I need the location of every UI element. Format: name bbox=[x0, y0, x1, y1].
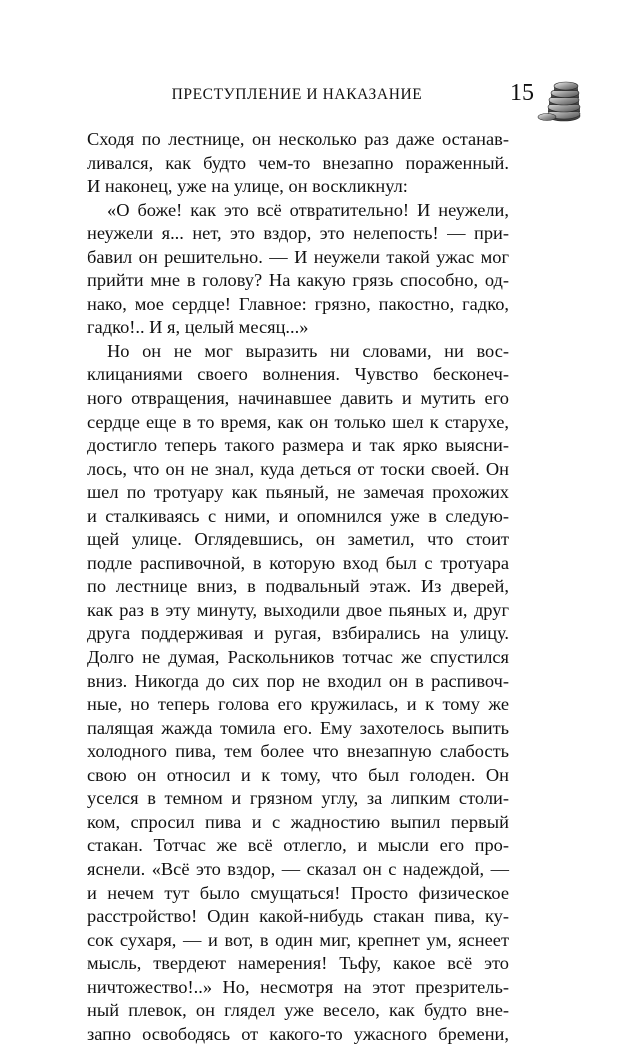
text-line: прийти мне в голову? На какую грязь способно, од- bbox=[87, 270, 509, 291]
text-line: ные, но теперь голова его кружилась, и к тому же bbox=[87, 694, 509, 715]
text-line: друга поддерживая и ругая, взбирались на улицу. bbox=[87, 623, 509, 644]
text-line: ного отвращения, начинавшее давить и мутить его bbox=[87, 388, 509, 409]
text-line: гадко!.. И я, целый месяц...» bbox=[87, 317, 309, 338]
text-line: И наконец, уже на улице, он воскликнул: bbox=[87, 176, 408, 197]
text-line: запно освободясь от какого-то ужасного бремени, bbox=[87, 1023, 509, 1044]
page-number: 15 bbox=[510, 80, 534, 106]
text-line: сердце еще в то время, как он только шел к старухе, bbox=[87, 411, 509, 432]
text-line: холодного пива, тем более что внезапную слабость bbox=[87, 741, 509, 762]
text-line: ливался, как будто чем-то внезапно пораженный. bbox=[87, 152, 509, 173]
text-line: Долго не думая, Раскольников тотчас же спустился bbox=[87, 647, 509, 668]
text-line: Сходя по лестнице, он несколько раз даже останав- bbox=[87, 129, 509, 149]
text-line: ничтожество!..» Но, несмотря на этот презритель- bbox=[87, 976, 509, 997]
running-title: ПРЕСТУПЛЕНИЕ И НАКАЗАНИЕ bbox=[171, 86, 423, 103]
text-line: Но он не мог выразить ни словами, ни вос- bbox=[107, 340, 509, 361]
text-line: сок сухаря, — и вот, в один миг, крепнет ум, яснеет bbox=[87, 929, 509, 950]
text-line: уселся в темном и грязном углу, за липким столи- bbox=[87, 788, 509, 809]
text-line: и нечем тут было смущаться! Просто физическое bbox=[87, 882, 509, 903]
text-line: стакан. Тотчас же всё отлегло, и мысли его про- bbox=[87, 835, 509, 856]
text-line: палящая жажда томила его. Ему захотелось выпить bbox=[87, 717, 509, 738]
text-line: щей улице. Оглядевшись, он заметил, что стоит bbox=[87, 529, 509, 550]
text-line: как раз в эту минуту, выходили двое пьяных и, друг bbox=[87, 599, 509, 620]
stack-of-coins-icon bbox=[536, 78, 586, 122]
text-line: мысль, твердеют намерения! Тьфу, какое всё это bbox=[87, 953, 509, 974]
text-line: свою он относил и к тому, что был голоден. Он bbox=[87, 764, 509, 785]
text-line: достигло теперь такого размера и так ярко выясни- bbox=[87, 435, 509, 456]
text-line: шел по тротуару как пьяный, не замечая прохожих bbox=[87, 482, 509, 503]
text-line: клицаниями своего волнения. Чувство бесконеч- bbox=[87, 364, 509, 385]
text-line: подле распивочной, в которую вход был с тротуара bbox=[87, 552, 509, 573]
body-text bbox=[87, 128, 509, 1046]
text-line: ный плевок, он глядел уже весело, как будто вне- bbox=[87, 1000, 509, 1021]
text-line: неужели я... нет, это вздор, это нелепость! — при- bbox=[87, 223, 509, 244]
text-line: и сталкиваясь с ними, и опомнился уже в следую- bbox=[87, 505, 509, 526]
text-line: яснели. «Всё это вздор, — сказал он с надеждой, — bbox=[87, 858, 509, 879]
text-line: ком, спросил пива и с жадностию выпил первый bbox=[87, 811, 509, 832]
text-line: нако, мое сердце! Главное: грязно, пакостно, гадко, bbox=[87, 293, 509, 314]
text-line: лось, что он не знал, куда деться от тоски своей. Он bbox=[87, 458, 509, 479]
text-line: «О боже! как это всё отвратительно! И неужели, bbox=[107, 199, 509, 220]
text-line: по лестнице вниз, в подвальный этаж. Из дверей, bbox=[87, 576, 509, 597]
text-line: бавил он решительно. — И неужели такой ужас мог bbox=[87, 246, 509, 267]
text-line: вниз. Никогда до сих пор не входил он в распивоч- bbox=[87, 670, 509, 691]
text-line: расстройство! Один какой-нибудь стакан пива, ку- bbox=[87, 906, 509, 927]
